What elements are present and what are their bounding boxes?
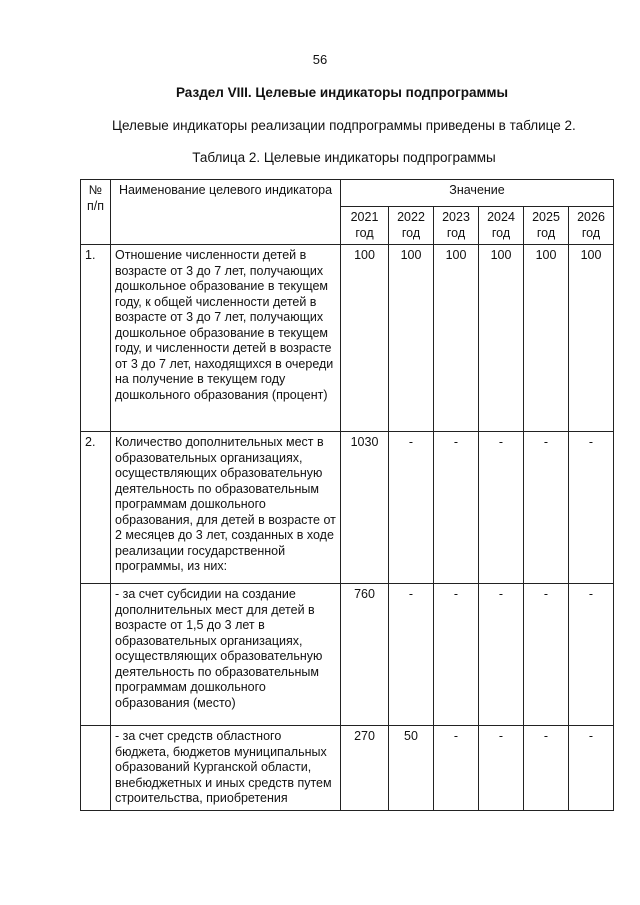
header-value: Значение <box>341 180 614 207</box>
row-value: - <box>479 584 524 726</box>
page-number: 56 <box>312 52 328 67</box>
row-value: - <box>569 432 614 584</box>
row-value: - <box>524 432 569 584</box>
row-value: - <box>479 726 524 811</box>
intro-paragraph: Целевые индикаторы реализации подпрограммы приведены в таблице 2. <box>112 118 576 133</box>
header-year: 2021 год <box>341 207 389 245</box>
row-value: - <box>524 726 569 811</box>
table-row <box>81 245 614 432</box>
row-value: 100 <box>524 245 569 432</box>
row-value: 100 <box>569 245 614 432</box>
row-name: Отношение численности детей в возрасте от 3 до 7 лет, получающих дошкольное образование в текущем году, к общей численности детей в возрасте от 3 до 7 лет, получающих дошкольное образование в текущем году, и численности детей в возрасте от 3 до 7 лет, находящихся в очереди на получение в текущем году дошкольного образования (процент) <box>111 245 341 432</box>
row-value: - <box>569 584 614 726</box>
row-value: 760 <box>341 584 389 726</box>
row-num: 1. <box>81 245 111 432</box>
row-name: - за счет субсидии на создание дополнительных мест для детей в возрасте от 1,5 до 3 лет в образовательных организациях, осуществляющих образовательную деятельность по образовательным программам дошкольного образования (место) <box>111 584 341 726</box>
table-row <box>81 584 614 726</box>
row-num <box>81 726 111 811</box>
row-value: - <box>434 584 479 726</box>
table-row <box>81 432 614 584</box>
header-name: Наименование целевого индикатора <box>111 180 341 245</box>
header-num: № п/п <box>81 180 111 245</box>
row-value: 100 <box>341 245 389 432</box>
header-year: 2026 год <box>569 207 614 245</box>
row-value: - <box>434 432 479 584</box>
row-value: - <box>434 726 479 811</box>
section-title: Раздел VIII. Целевые индикаторы подпрограммы <box>175 85 508 100</box>
header-row <box>81 180 614 207</box>
row-value: 100 <box>479 245 524 432</box>
table-row <box>81 726 614 811</box>
row-value: 100 <box>389 245 434 432</box>
row-name: Количество дополнительных мест в образовательных организациях, осуществляющих образовательную деятельность по образовательным программам дошкольного образования, для детей в возрасте от 2 месяцев до 3 лет, созданных в ходе реализации государственной программы, из них: <box>111 432 341 584</box>
row-value: - <box>389 584 434 726</box>
row-value: 1030 <box>341 432 389 584</box>
header-year: 2022 год <box>389 207 434 245</box>
row-value: - <box>389 432 434 584</box>
row-num <box>81 584 111 726</box>
row-value: 100 <box>434 245 479 432</box>
row-value: - <box>524 584 569 726</box>
row-value: - <box>569 726 614 811</box>
header-year: 2025 год <box>524 207 569 245</box>
table-caption: Таблица 2. Целевые индикаторы подпрограммы <box>192 150 496 165</box>
row-value: - <box>479 432 524 584</box>
header-year: 2023 год <box>434 207 479 245</box>
header-year: 2024 год <box>479 207 524 245</box>
row-name: - за счет средств областного бюджета, бюджетов муниципальных образований Курганской области, внебюджетных и иных средств путем строительства, приобретения <box>111 726 341 811</box>
row-value: 270 <box>341 726 389 811</box>
row-value: 50 <box>389 726 434 811</box>
indicators-table <box>80 179 614 811</box>
row-num: 2. <box>81 432 111 584</box>
